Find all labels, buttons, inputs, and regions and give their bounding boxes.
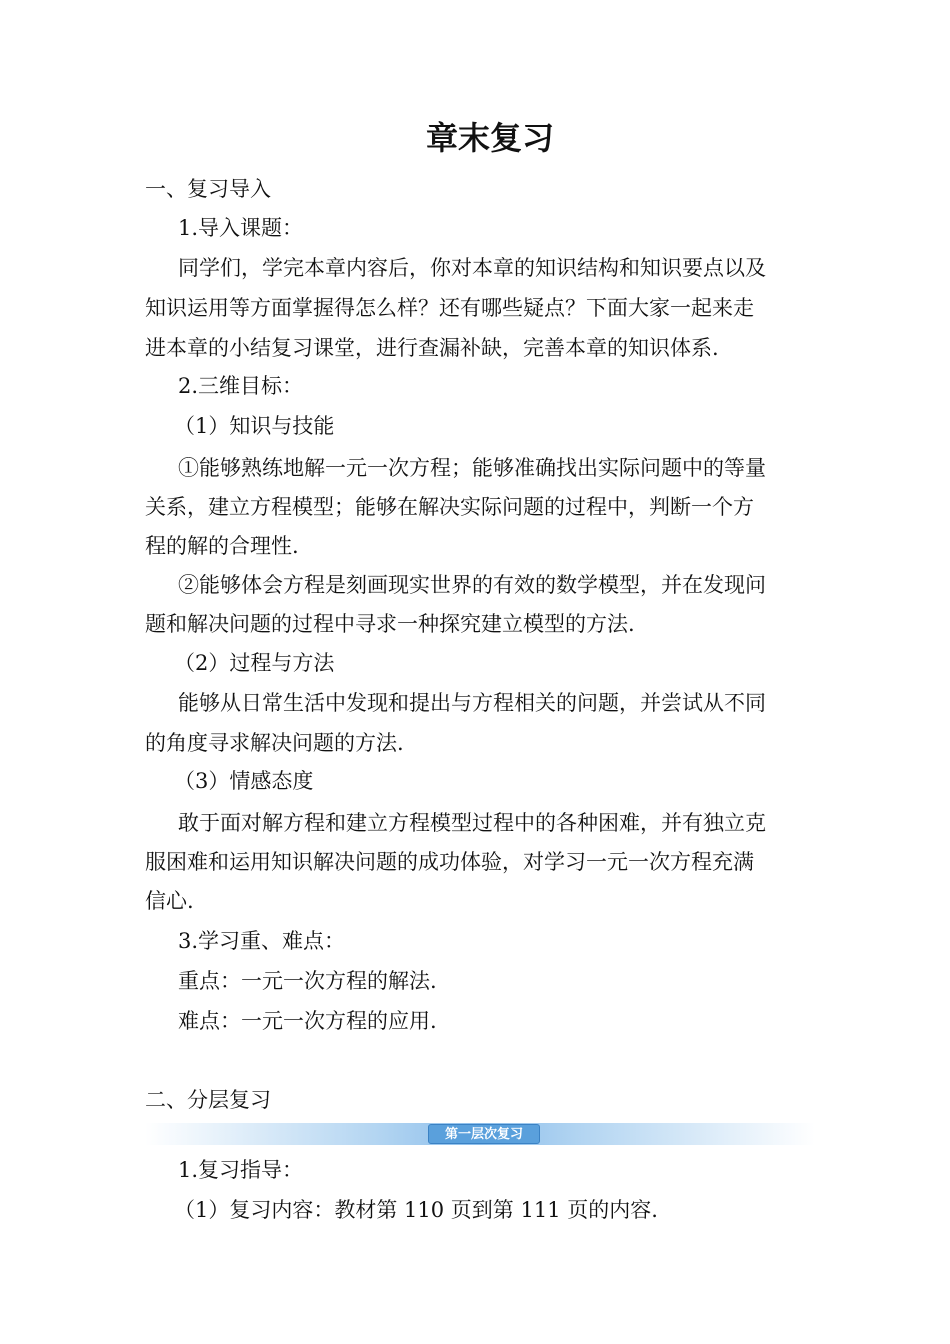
knowledge-item1-line: 程的解的合理性. <box>145 534 299 558</box>
emotion-paragraph-line: 敢于面对解方程和建立方程模型过程中的各种困难，并有独立克 <box>178 811 766 835</box>
review-content-line: （1）复习内容：教材第 110 页到第 111 页的内容. <box>174 1198 658 1222</box>
knowledge-item2-line: ②能够体会方程是刻画现实世界的有效的数学模型，并在发现问 <box>178 573 766 597</box>
knowledge-item2-line: 题和解决问题的过程中寻求一种探究建立模型的方法. <box>145 612 635 636</box>
process-paragraph-line: 的角度寻求解决问题的方法. <box>145 731 404 755</box>
review-guide-label: 1.复习指导： <box>178 1158 304 1182</box>
intro-paragraph-line: 同学们，学完本章内容后，你对本章的知识结构和知识要点以及 <box>178 256 766 280</box>
emotion-paragraph-line: 信心. <box>145 889 194 913</box>
intro-topic-label: 1.导入课题： <box>178 216 304 240</box>
section-heading-layered-review: 二、分层复习 <box>145 1088 271 1112</box>
keypoints-label: 3.学习重、难点： <box>178 929 346 953</box>
banner-label: 第一层次复习 <box>428 1124 540 1144</box>
section-heading-review-intro: 一、复习导入 <box>145 177 271 201</box>
knowledge-skills-heading: （1）知识与技能 <box>174 414 335 438</box>
process-paragraph-line: 能够从日常生活中发现和提出与方程相关的问题，并尝试从不同 <box>178 691 766 715</box>
emotion-attitude-heading: （3）情感态度 <box>174 769 314 793</box>
emotion-paragraph-line: 服困难和运用知识解决问题的成功体验，对学习一元一次方程充满 <box>145 850 754 874</box>
process-methods-heading: （2）过程与方法 <box>174 651 335 675</box>
important-point: 重点：一元一次方程的解法. <box>178 969 437 993</box>
knowledge-item1-line: ①能够熟练地解一元一次方程；能够准确找出实际问题中的等量 <box>178 456 766 480</box>
difficult-point: 难点：一元一次方程的应用. <box>178 1009 437 1033</box>
intro-paragraph-line: 知识运用等方面掌握得怎么样？还有哪些疑点？下面大家一起来走 <box>145 296 754 320</box>
goals-label: 2.三维目标： <box>178 374 304 398</box>
intro-paragraph-line: 进本章的小结复习课堂，进行查漏补缺，完善本章的知识体系. <box>145 336 719 360</box>
review-level-banner <box>145 1123 815 1145</box>
page-title: 章末复习 <box>425 119 554 157</box>
knowledge-item1-line: 关系，建立方程模型；能够在解决实际问题的过程中，判断一个方 <box>145 495 754 519</box>
